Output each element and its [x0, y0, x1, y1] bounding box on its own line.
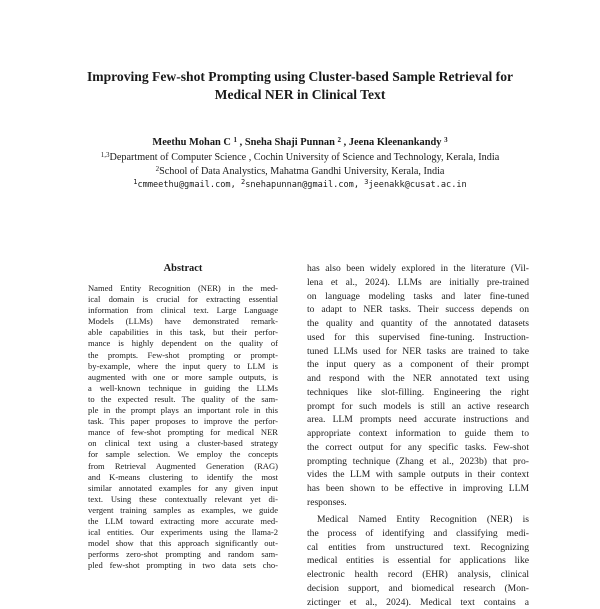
author-mark: 3 — [444, 136, 448, 144]
body-line: area. LLM prompts need accurate instructions and — [307, 413, 529, 427]
email-address: cmmeethu@gmail.com, — [137, 180, 235, 190]
author-mark: 2 — [338, 136, 342, 144]
body-line: the quality and quantity of the annotated datasets — [307, 317, 529, 331]
abstract-line: mance is highly dependent on the quality of — [88, 338, 278, 349]
body-line: the correct output for any specific tasks. Few-shot — [307, 441, 529, 455]
body-line: decision support, and biomedical research (Mon- — [307, 582, 529, 596]
author-name: Jeena Kleenankandy — [349, 137, 442, 148]
abstract-line: ical domain is crucial for extracting essential — [88, 294, 278, 305]
abstract-line: able capabilities in this task, but their perfor- — [88, 327, 278, 338]
abstract-line: vergent training samples as examples, we guide — [88, 505, 278, 516]
body-line: tuned LLMs used for NER tasks are trained to take — [307, 345, 529, 359]
affiliation — [20, 165, 580, 179]
body-line: prompting technique (Zhang et al., 2023b) that pro- — [307, 455, 529, 469]
body-line: to adapt to NER tasks. Their success depends on — [307, 303, 529, 317]
body-paragraph — [307, 262, 529, 510]
body-line: has also been widely explored in the literature (Vil- — [307, 262, 529, 276]
body-line: on language modeling tasks and later fine-tuned — [307, 290, 529, 304]
abstract-line: the prompts. Few-shot prompting or prompt- — [88, 350, 278, 361]
body-line: lena et al., 2024). LLMs are initially pre-trained — [307, 276, 529, 290]
abstract-line: from Retrieval Augmented Generation (RAG) — [88, 461, 278, 472]
body-line: electronic health record (EHR) analysis, clinical — [307, 568, 529, 582]
abstract-line: the LLM toward extracting more accurate med- — [88, 516, 278, 527]
abstract-line: Named Entity Recognition (NER) in the med- — [88, 283, 278, 294]
body-paragraph — [307, 513, 529, 609]
email-mark: 1 — [133, 178, 137, 186]
email-mark: 2 — [241, 178, 245, 186]
affiliation-mark: 2 — [156, 165, 160, 173]
paper-title — [40, 68, 560, 104]
body-line: and respond with the NER annotated text using — [307, 372, 529, 386]
body-line: cal entities from unstructured text. Recognizing — [307, 541, 529, 555]
author-separator: , — [341, 137, 349, 148]
author-list — [40, 136, 560, 150]
author-name: Sneha Shaji Punnan — [245, 137, 335, 148]
abstract-line: to the expected result. The quality of the sam- — [88, 394, 278, 405]
abstract-heading: Abstract — [88, 262, 278, 276]
abstract-line: similar annotated examples for any given input — [88, 483, 278, 494]
abstract-line: and K-means clustering to identify the most — [88, 472, 278, 483]
abstract-line: for sample selection. We employ the concepts — [88, 449, 278, 460]
body-line: appropriate context information to guide them to — [307, 427, 529, 441]
abstract-line: text. Using these contextually relevant yet di- — [88, 494, 278, 505]
body-line: used for this supervised fine-tuning. Instruction- — [307, 331, 529, 345]
email-address: snehapunnan@gmail.com, — [245, 180, 359, 190]
abstract-line: performs zero-shot prompting and random sam- — [88, 549, 278, 560]
abstract-line: by-example, where the input query to LLM is — [88, 361, 278, 372]
body-line: the process of identifying and classifying medi- — [307, 527, 529, 541]
abstract-line: augmented with one or more sample outputs, is — [88, 372, 278, 383]
affiliation-mark: 1,3 — [101, 151, 110, 159]
author-mark: 1 — [234, 136, 238, 144]
affiliation-text: Department of Computer Science , Cochin University of Science and Technology, Kerala, India — [110, 152, 500, 163]
abstract-line: ical entities. Our experiments using the llama-2 — [88, 527, 278, 538]
abstract-line: on clinical text using a cluster-based strategy — [88, 438, 278, 449]
abstract-line: mance of few-shot prompting for medical NER — [88, 427, 278, 438]
abstract-line: ple in the prompt plays an important role in this — [88, 405, 278, 416]
abstract-body — [88, 283, 278, 571]
body-line: zictinger et al., 2024). Medical text contains a — [307, 596, 529, 609]
abstract-line: model show that this approach significantly out- — [88, 538, 278, 549]
body-line: has been shown to be effective in improving LLM — [307, 482, 529, 496]
author-separator: , — [237, 137, 245, 148]
affiliation-text: School of Data Analystics, Mahatma Gandhi University, Kerala, India — [159, 166, 444, 177]
email-mark: 3 — [364, 178, 368, 186]
body-line: responses. — [307, 496, 529, 510]
body-line: the input query as a component of their prompt — [307, 358, 529, 372]
abstract-line: a well-known technique in guiding the LLMs — [88, 383, 278, 394]
author-name: Meethu Mohan C — [152, 137, 231, 148]
abstract-line: information from clinical text. Large Language — [88, 305, 278, 316]
body-line: medical entities is essential for applications like — [307, 554, 529, 568]
title-line-1: Improving Few-shot Prompting using Cluster-based Sample Retrieval for — [87, 69, 513, 84]
abstract-line: Models (LLMs) have demonstrated remark- — [88, 316, 278, 327]
affiliation — [20, 151, 580, 165]
author-emails — [20, 178, 580, 192]
body-line: techniques like slot-filling. Engineering the right — [307, 386, 529, 400]
abstract-line: pled few-shot prompting in two data sets cho- — [88, 560, 278, 571]
title-line-2: Medical NER in Clinical Text — [215, 87, 386, 102]
email-address: jeenakk@cusat.ac.in — [368, 180, 466, 190]
body-line: prompt for such models is still an active research — [307, 400, 529, 414]
body-line: vides the LLM with sample outputs in their context — [307, 468, 529, 482]
abstract-line: task. This paper proposes to improve the perfor- — [88, 416, 278, 427]
body-line: Medical Named Entity Recognition (NER) is — [307, 513, 529, 527]
